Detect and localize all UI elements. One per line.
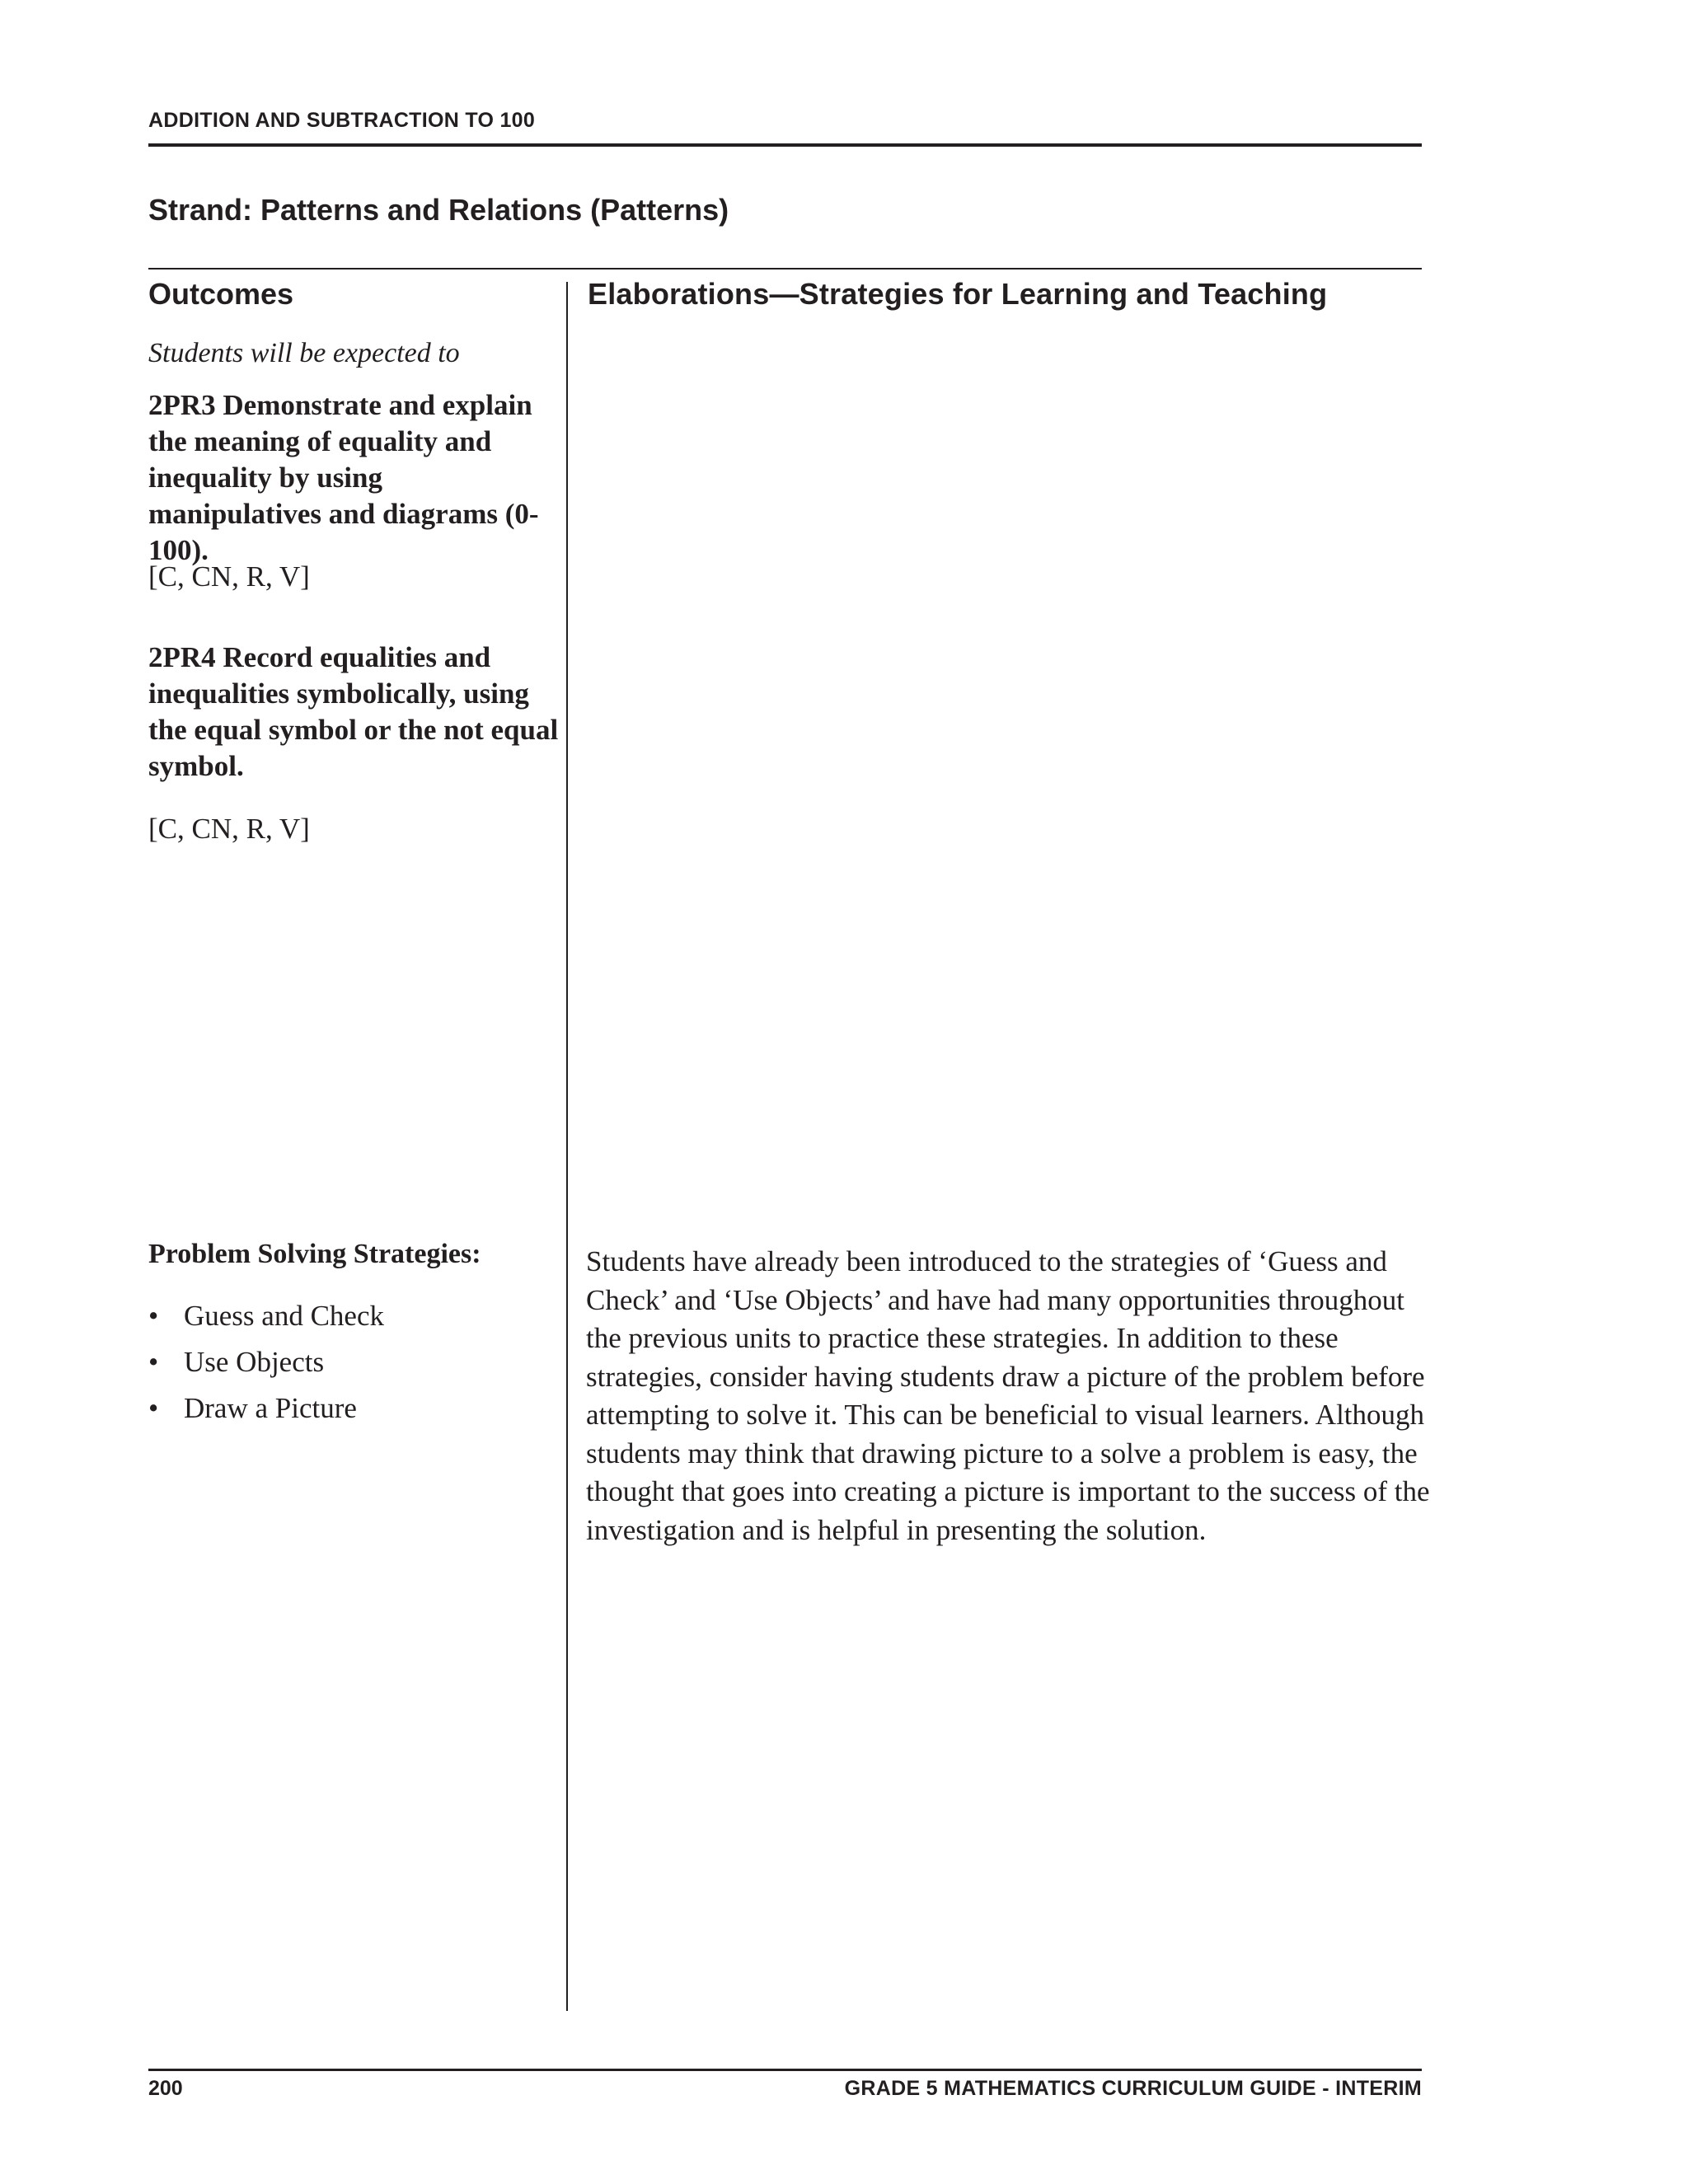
problem-solving-list	[148, 1299, 384, 1437]
outcomes-intro: Students will be expected to	[148, 338, 460, 368]
header-rule	[148, 143, 1422, 147]
column-divider	[566, 282, 568, 2011]
outcome-2pr4-tags: [C, CN, R, V]	[148, 813, 310, 845]
bullet-icon: •	[148, 1346, 159, 1378]
running-head: ADDITION AND SUBTRACTION TO 100	[148, 109, 536, 132]
list-item	[148, 1299, 384, 1345]
problem-solving-heading: Problem Solving Strategies:	[148, 1239, 481, 1269]
footer-rule	[148, 2069, 1422, 2071]
outcome-2pr3-tags: [C, CN, R, V]	[148, 560, 310, 593]
page-number: 200	[148, 2077, 183, 2100]
outcomes-heading: Outcomes	[148, 277, 294, 311]
section-rule	[148, 268, 1422, 269]
elaborations-heading: Elaborations—Strategies for Learning and Teaching	[588, 277, 1328, 311]
list-item	[148, 1345, 384, 1391]
footer-title: GRADE 5 MATHEMATICS CURRICULUM GUIDE - INTERIM	[844, 2077, 1422, 2100]
strand-title: Strand: Patterns and Relations (Patterns)	[148, 193, 729, 227]
outcome-2pr4: 2PR4 Record equalities and inequalities symbolically, using the equal symbol or the not equal symbol.	[148, 641, 559, 782]
list-item	[148, 1391, 384, 1437]
strategy-draw-a-picture: Draw a Picture	[184, 1392, 357, 1424]
outcome-2pr3: 2PR3 Demonstrate and explain the meaning of equality and inequality by using manipulatives and diagrams (0-100).	[148, 389, 539, 566]
strategy-guess-and-check: Guess and Check	[184, 1300, 385, 1332]
elaborations-paragraph: Students have already been introduced to the strategies of ‘Guess and Check’ and ‘Use Objects’ and have had many opportunities throughout the previous units to practice these strategies. In addition to these strategies, consider having students draw a picture of the problem before attempting to solve it. This can be beneficial to visual learners. Although students may think that drawing picture to a solve a problem is easy, the thought that goes into creating a picture is important to the success of the investigation and is helpful in presenting the solution.	[586, 1245, 1430, 1546]
bullet-icon: •	[148, 1300, 159, 1332]
strategy-use-objects: Use Objects	[184, 1346, 325, 1378]
bullet-icon: •	[148, 1392, 159, 1424]
